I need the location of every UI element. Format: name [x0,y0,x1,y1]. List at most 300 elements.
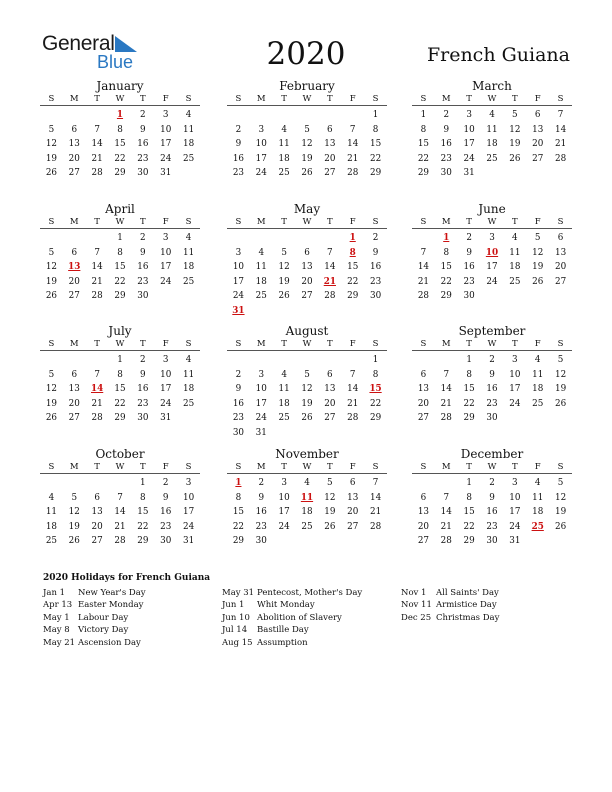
day: 15 [347,262,359,273]
day: 27 [324,168,336,179]
weekday-label: T [466,339,472,349]
holiday-day: 14 [91,384,104,395]
day: 5 [534,233,541,243]
day: 27 [417,413,430,424]
weekday-label: S [372,94,379,104]
weekday-header [40,461,200,474]
empty-day [273,231,296,246]
day: 27 [68,413,80,424]
day: 12 [278,262,290,273]
day: 23 [486,521,498,532]
day: 19 [278,276,290,287]
day: 23 [137,153,149,164]
weekday-label: M [256,462,266,472]
day: 2 [235,124,242,135]
day: 27 [347,521,359,532]
weekday-header [227,216,387,229]
day: 18 [532,384,544,395]
day: 26 [554,398,567,409]
day: 26 [509,153,521,164]
weekday-label: T [281,217,287,227]
day: 30 [137,291,149,302]
day: 23 [232,168,245,179]
day: 30 [255,536,267,547]
day: 9 [140,247,146,258]
day: 20 [68,153,80,164]
day: 11 [532,492,544,503]
day: 12 [301,384,313,395]
holiday-name: Labour Day [78,612,129,623]
day: 13 [417,384,430,395]
day: 18 [278,398,290,409]
day: 10 [463,124,475,135]
empty-day [86,108,109,123]
day: 9 [235,384,242,395]
day-grid [40,108,200,181]
day: 5 [71,492,78,503]
day: 20 [68,398,80,409]
day: 12 [45,139,58,150]
day: 13 [301,262,313,273]
empty-day [40,476,63,491]
day: 9 [466,247,472,258]
day: 29 [440,291,452,302]
day: 27 [532,153,544,164]
day: 15 [114,139,126,150]
weekday-header [412,338,572,351]
day: 13 [324,384,336,395]
day: 22 [137,521,149,532]
day: 7 [557,110,564,120]
day: 29 [232,536,245,547]
weekday-label: M [441,339,451,349]
holiday-name: Whit Monday [257,600,315,611]
month-name: July [108,324,132,338]
day: 23 [232,413,245,424]
day: 15 [440,262,452,273]
day: 5 [48,369,55,380]
day: 12 [324,492,336,503]
day: 28 [91,168,103,179]
day: 17 [182,507,195,518]
day: 21 [91,153,103,164]
day: 8 [372,124,379,135]
day: 22 [417,153,430,164]
day: 17 [278,507,290,518]
month-march [412,79,572,181]
day: 25 [278,168,290,179]
day: 30 [486,413,498,424]
empty-day [227,231,250,246]
holiday-day: 8 [349,247,356,258]
weekday-label: S [372,339,379,349]
day: 19 [68,521,80,532]
weekday-label: T [94,339,100,349]
day-grid [227,476,387,549]
weekday-label: S [235,462,242,472]
day: 14 [417,262,430,273]
holiday-name: Easter Monday [78,600,144,611]
holiday-name: All Saints' Day [436,588,499,598]
day: 11 [255,262,267,273]
weekday-label: F [534,462,541,472]
day: 6 [71,124,78,135]
day: 14 [91,262,103,273]
day: 18 [532,507,544,518]
holiday-day: 31 [232,305,245,316]
weekday-label: T [140,339,146,349]
day: 10 [160,247,172,258]
day-grid [227,353,387,441]
day: 22 [463,521,475,532]
weekday-label: F [162,339,169,349]
day: 6 [534,110,541,120]
day: 27 [68,168,80,179]
weekday-label: F [534,94,541,104]
day: 30 [440,168,452,179]
day: 7 [94,247,100,258]
holiday-date: Nov 1 [401,588,427,598]
day: 25 [301,521,313,532]
day: 15 [463,384,475,395]
day: 4 [534,478,541,488]
day: 29 [417,168,430,179]
empty-day [63,231,86,246]
weekday-header [40,93,200,106]
holiday-name: Christmas Day [436,612,500,623]
weekday-label: W [302,94,312,104]
day: 4 [185,110,192,120]
day: 26 [301,168,313,179]
day-grid [227,108,387,181]
weekday-header [227,338,387,351]
day: 6 [327,124,333,135]
weekday-label: T [140,94,146,104]
holiday-row [401,612,499,624]
day: 30 [160,536,172,547]
weekday-label: S [557,217,564,227]
day: 2 [162,478,169,488]
day: 23 [137,276,149,287]
day: 29 [114,413,126,424]
day: 20 [68,276,80,287]
weekday-header [40,338,200,351]
holiday-column [43,587,146,649]
weekday-label: S [557,339,564,349]
day: 22 [114,398,126,409]
day: 19 [532,262,544,273]
empty-day [273,108,296,123]
logo-text-general: General [42,32,115,55]
day: 18 [182,384,195,395]
day: 6 [327,369,333,380]
day: 11 [182,369,195,380]
weekday-label: M [69,94,79,104]
weekday-label: T [281,94,287,104]
day: 3 [162,233,169,243]
holiday-row [43,637,146,649]
month-november [227,447,387,549]
month-july [40,324,200,426]
calendar-year: 2020 [266,36,346,72]
day: 25 [182,276,195,287]
empty-day [341,353,364,368]
day: 14 [91,139,103,150]
weekday-label: F [162,217,169,227]
holiday-row [43,612,146,624]
weekday-label: W [302,217,312,227]
weekday-label: S [185,94,192,104]
day: 13 [68,384,80,395]
day: 29 [369,168,382,179]
day: 30 [232,427,245,438]
weekday-label: F [349,217,356,227]
day: 29 [463,413,475,424]
day: 30 [486,536,498,547]
day: 27 [301,291,313,302]
month-name: March [472,79,512,93]
day: 7 [94,124,100,135]
weekday-label: T [327,462,333,472]
day: 14 [347,139,359,150]
day: 14 [347,384,359,395]
day: 28 [324,291,336,302]
day: 17 [255,398,267,409]
day: 6 [94,492,100,503]
holiday-name: Pentecost, Mother's Day [257,588,363,598]
weekday-label: T [512,462,518,472]
day: 7 [117,492,123,503]
empty-day [412,353,435,368]
day: 29 [114,291,126,302]
day: 3 [258,369,265,380]
day: 3 [185,478,192,488]
holiday-row [43,624,146,636]
day: 1 [466,355,472,365]
empty-day [40,353,63,368]
day: 12 [532,247,544,258]
holiday-name: New Year's Day [78,588,146,598]
day: 17 [255,153,267,164]
holiday-row [222,637,362,649]
holiday-day: 1 [116,110,124,120]
month-february [227,79,387,181]
day: 26 [68,536,80,547]
weekday-label: S [235,94,242,104]
day: 2 [258,478,265,488]
day: 20 [554,262,567,273]
day: 4 [304,478,310,488]
day: 10 [232,262,245,273]
day: 11 [532,369,544,380]
day: 21 [554,139,567,150]
day: 7 [327,247,333,258]
empty-day [318,108,341,123]
holiday-day: 10 [485,247,499,258]
day: 16 [486,384,498,395]
day: 24 [278,521,290,532]
holiday-day: 25 [531,521,544,532]
empty-day [86,353,109,368]
holiday-name: Assumption [257,637,308,648]
day: 1 [117,233,123,243]
day: 13 [554,247,567,258]
day: 10 [255,139,267,150]
day: 20 [324,153,336,164]
day-grid [412,353,572,426]
day: 31 [160,168,172,179]
day: 24 [255,168,267,179]
day: 15 [114,262,126,273]
month-name: November [275,447,339,461]
day: 18 [45,521,58,532]
day: 24 [463,153,475,164]
day: 29 [137,536,149,547]
day: 4 [48,492,55,503]
day: 23 [463,276,475,287]
country-name: French Guiana [426,44,570,66]
day: 25 [182,153,195,164]
day: 5 [48,124,55,135]
weekday-label: S [420,94,427,104]
day: 19 [554,507,567,518]
day: 27 [554,276,567,287]
day: 3 [512,478,518,488]
day: 19 [554,384,567,395]
month-september [412,324,572,426]
day: 27 [324,413,336,424]
day: 28 [440,536,452,547]
month-june [412,202,572,304]
day: 12 [45,262,58,273]
day: 23 [255,521,267,532]
day: 22 [440,276,452,287]
holiday-day: 11 [300,492,314,503]
day: 16 [440,139,452,150]
weekday-label: W [115,94,125,104]
empty-day [250,108,273,123]
holiday-row [401,599,499,611]
weekday-label: M [69,339,79,349]
day: 10 [509,369,521,380]
day: 7 [372,478,379,488]
holiday-day: 1 [235,478,242,488]
day: 27 [417,536,430,547]
day: 9 [258,492,265,503]
day: 31 [160,413,172,424]
weekday-label: W [115,462,125,472]
day: 11 [278,384,290,395]
page-header [0,0,612,76]
empty-day [318,353,341,368]
weekday-label: T [327,339,333,349]
day: 7 [94,369,100,380]
month-october [40,447,200,549]
weekday-label: T [140,462,146,472]
day: 17 [160,384,172,395]
day: 6 [349,478,356,488]
day: 24 [160,153,172,164]
holiday-name: Victory Day [78,625,129,636]
empty-day [341,108,364,123]
day: 10 [278,492,290,503]
day: 26 [301,413,313,424]
weekday-label: S [235,217,242,227]
day: 31 [182,536,195,547]
day: 9 [162,492,169,503]
holiday-date: May 1 [43,612,70,623]
day: 7 [349,369,356,380]
weekday-label: S [420,339,427,349]
day: 2 [140,110,146,120]
day: 13 [91,507,103,518]
day: 22 [114,276,126,287]
day: 17 [463,139,475,150]
holiday-name: Armistice Day [436,600,497,611]
day: 22 [232,521,245,532]
day: 15 [114,384,126,395]
empty-day [318,231,341,246]
holiday-row [401,587,499,599]
empty-day [412,476,435,491]
day: 26 [532,276,544,287]
day: 19 [301,153,313,164]
day: 6 [420,369,427,380]
day: 4 [281,124,287,135]
day: 16 [232,153,245,164]
day: 13 [324,139,336,150]
holiday-date: Dec 25 [401,612,432,623]
day: 20 [417,521,430,532]
weekday-label: S [235,339,242,349]
holiday-day: 1 [349,233,356,243]
day-grid [412,476,572,549]
weekday-header [412,461,572,474]
holiday-row [43,599,146,611]
weekday-header [40,216,200,229]
day: 10 [509,492,521,503]
day: 14 [114,507,126,518]
day: 12 [554,492,567,503]
day: 24 [182,521,195,532]
day: 19 [324,507,336,518]
weekday-label: F [534,339,541,349]
day: 11 [486,124,498,135]
month-december [412,447,572,549]
weekday-label: S [185,462,192,472]
day: 23 [160,521,172,532]
month-name: October [95,447,145,461]
day: 9 [372,247,379,258]
day: 1 [140,478,146,488]
day: 15 [232,507,245,518]
empty-day [412,231,435,246]
weekday-header [227,461,387,474]
day: 6 [71,369,78,380]
day: 7 [349,124,356,135]
holiday-date: May 31 [222,588,255,598]
weekday-label: T [466,462,472,472]
day: 24 [232,291,245,302]
day: 14 [369,492,382,503]
day: 20 [347,507,359,518]
day: 13 [68,139,80,150]
empty-day [227,353,250,368]
day: 19 [45,153,58,164]
day: 8 [443,247,450,258]
empty-day [63,476,86,491]
day: 20 [532,139,544,150]
